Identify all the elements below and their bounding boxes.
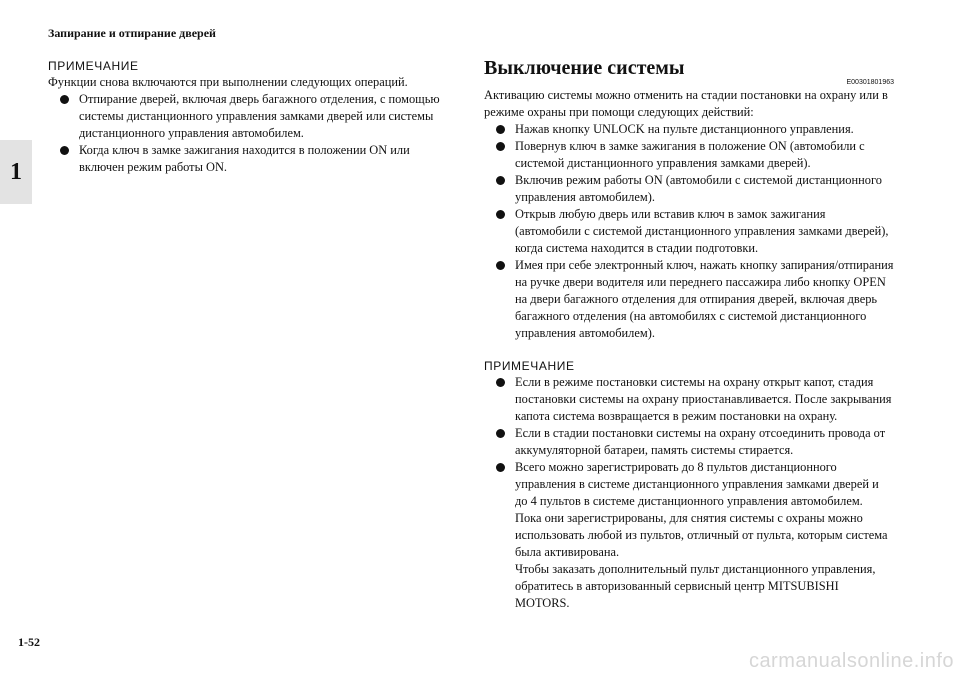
bullet-icon [496,125,505,134]
list-item [484,257,894,342]
list-item-text: Имея при себе электронный ключ, нажать кнопку запирания/отпирания на ручке двери водителя или переднего пассажира либо кнопку OPEN на двери багажного отделения для отпирания дверей, включая дверь багажного отделения (на автомобилях с системой дистанционного управления автомобилем). [515,258,894,340]
page-number: 1-52 [18,635,40,649]
list-item-subparagraph: Чтобы заказать дополнительный пульт дистанционного управления, обратитесь в авторизованный сервисный центр MITSUBISHI MOTORS. [515,562,876,610]
bullet-icon [60,146,69,155]
list-item [484,459,894,612]
watermark: carmanualsonline.info [748,650,954,672]
note-bullet-list [48,91,448,176]
note-block [484,358,894,612]
list-item [484,206,894,257]
note-intro: Функции снова включаются при выполнении следующих операций. [48,75,408,89]
section-bullet-list [484,121,894,342]
list-item-text: Открыв любую дверь или вставив ключ в замок зажигания (автомобили с системой дистанционного управления замками дверей), когда система находится в стадии подготовки. [515,207,889,255]
chapter-tab: 1 [0,140,32,204]
bullet-icon [496,463,505,472]
list-item-text: Нажав кнопку UNLOCK на пульте дистанционного управления. [515,122,854,136]
left-column [48,58,448,176]
list-item-text: Всего можно зарегистрировать до 8 пультов дистанционного управления в системе дистанционного управления замками дверей и до 4 пультов в системе дистанционного управления автомобилем. [515,460,879,508]
list-item-subparagraph: Пока они зарегистрированы, для снятия системы с охраны можно использовать любой из пультов, отличный от пульта, которым система была активирована. [515,511,888,559]
list-item-text: Отпирание дверей, включая дверь багажного отделения, с помощью системы дистанционного управления замками дверей или системы дистанционного управления автомобилем. [79,92,440,140]
note-label: ПРИМЕЧАНИЕ [484,359,575,373]
list-item-text: Если в режиме постановки системы на охрану открыт капот, стадия постановки системы на охрану приостанавливается. После закрывания капота система возвращается в режим постановки на охрану. [515,375,892,423]
list-item [484,172,894,206]
bullet-icon [496,429,505,438]
list-item-text: Если в стадии постановки системы на охрану отсоединить провода от аккумуляторной батареи, память системы стирается. [515,426,886,457]
list-item-text: Повернув ключ в замке зажигания в положение ON (автомобили с системой дистанционного управления замками дверей). [515,139,865,170]
list-item-text: Включив режим работы ON (автомобили с системой дистанционного управления автомобилем). [515,173,882,204]
right-column [484,56,894,612]
list-item [48,142,448,176]
list-item [48,91,448,142]
list-item-text: Когда ключ в замке зажигания находится в положении ON или включен режим работы ON. [79,143,410,174]
bullet-icon [496,210,505,219]
section-title: Выключение системы [484,57,685,79]
note-label: ПРИМЕЧАНИЕ [48,59,139,73]
bullet-icon [496,176,505,185]
bullet-icon [496,261,505,270]
note-bullet-list [484,374,894,612]
list-item [484,374,894,425]
list-item [484,425,894,459]
bullet-icon [496,142,505,151]
section-intro: Активацию системы можно отменить на стадии постановки на охрану или в режиме охраны при помощи следующих действий: [484,88,888,119]
bullet-icon [496,378,505,387]
section-code: E00301801963 [846,79,894,86]
running-header: Запирание и отпирание дверей [48,26,216,40]
list-item [484,121,894,138]
bullet-icon [60,95,69,104]
list-item [484,138,894,172]
